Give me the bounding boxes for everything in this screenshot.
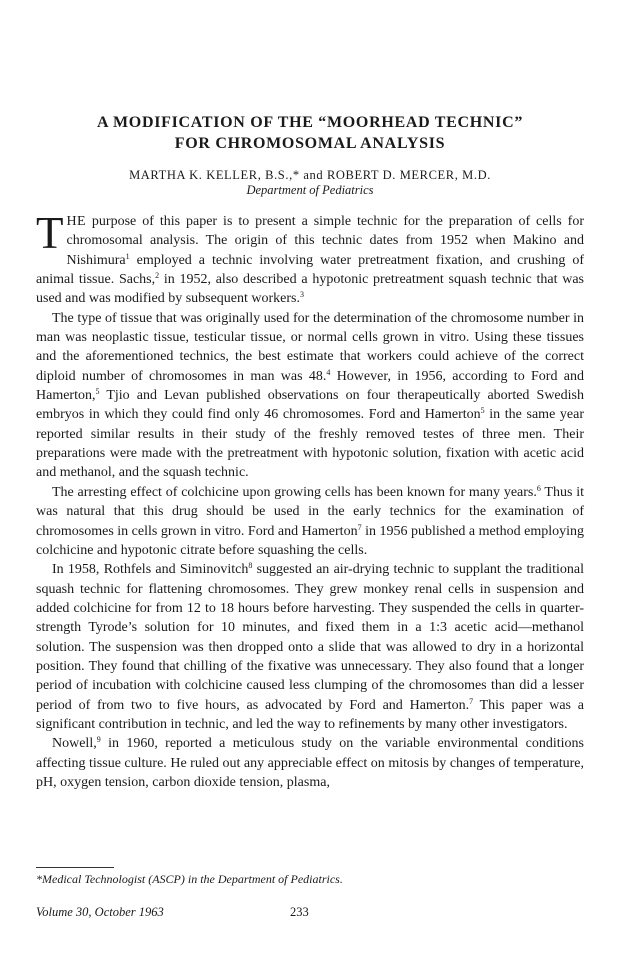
paragraph-1-text-b: employed a technic involving water pretreatment fixation, and crushing of animal tissue. Sachs, [36, 252, 584, 288]
lead-in: HE [66, 214, 86, 229]
paragraph-1 [36, 208, 585, 309]
paragraph-2-text-c: Tjio and Levan published observations on four therapeutically aborted Swedish embryos in which they could find only 46 chromosomes. Ford and Hamerton [36, 388, 584, 423]
paragraph-2 [36, 309, 584, 483]
title-line-2: FOR CHROMOSOMAL ANALYSIS [174, 135, 446, 152]
reference-marker: 3 [300, 290, 305, 300]
reference-marker: 9 [96, 735, 101, 745]
footnote-rule [36, 867, 114, 868]
reference-marker: 5 [95, 387, 100, 397]
reference-marker: 6 [536, 483, 541, 493]
journal-issue: Volume 30, October 1963 [36, 905, 164, 919]
paragraph-5-text-a: Nowell, [52, 736, 97, 752]
reference-marker: 8 [248, 561, 253, 571]
paragraph-4-text-c: This paper was a significant contribution in technic, and led the way to refinements by many other investigators. [36, 697, 584, 732]
reference-marker: 4 [326, 367, 331, 377]
paragraph-3-text-a: The arresting effect of colchicine upon growing cells has been known for many years. [52, 484, 537, 500]
reference-marker: 1 [125, 251, 130, 261]
article-title [0, 112, 620, 154]
department-line: Department of Pediatrics [246, 183, 374, 197]
drop-cap: T [36, 208, 64, 258]
reference-marker: 2 [155, 271, 160, 281]
paragraph-2-text-a: The type of tissue that was originally used for the determination of the chromosome number in man was neoplastic tissue, testicular tissue, or normal cells grown in vitro. Using these tissues and the aforementioned technics, the best estimate that workers could achieve of the correct diploid number of chromosomes in man was 48. [36, 310, 584, 384]
paragraph-3-text-b: Thus it was natural that this drug should be used in the early technics for the examination of chromosomes in cells grown in vitro. Ford and Hamerton [36, 484, 584, 539]
paragraph-3-text-c: in 1956 published a method employing colchicine and hypotonic citrate before squashing the cells. [36, 523, 585, 558]
paragraph-4 [36, 560, 584, 734]
paragraph-4-text-b: suggested an air-drying technic to supplant the traditional squash technic for flattening chromosomes. They grew monkey renal cells in suspension and added colchicine for from 12 to 18 hours before harvesting. They suspended the cells in quarter-strength Tyrode’s solution for 10 minutes, and fixed them in a 1:3 acetic acid—methanol solution. The suspension was then dropped onto a slide that was allowed to dry in a horizontal position. They found that chilling of the fixative was unnecessary. They also found that a longer period of incubation with colchicine caused less clumping of the chromosomes than did a lesser period of from two to five hours, as advocated by Ford and Hamerton. [36, 562, 584, 713]
paragraph-5-text-b: in 1960, reported a meticulous study on the variable environmental conditions affecting tissue culture. He ruled out any appreciable effect on mitosis by changes of temperature, pH, oxygen tension, carbon dioxide tension, plasma, [36, 736, 584, 790]
reference-marker: 5 [480, 406, 485, 416]
title-line-1: A MODIFICATION OF THE “MOORHEAD TECHNIC” [96, 114, 524, 131]
page-number: 233 [290, 905, 309, 919]
footnote: *Medical Technologist (ASCP) in the Department of Pediatrics. [36, 872, 343, 886]
paragraph-1-text-a: purpose of this paper is to present a simple technic for the preparation of cells for chromosomal analysis. The origin of this technic dates from 1952 when Makino and Nishimura [66, 214, 584, 268]
paragraph-4-text-a: In 1958, Rothfels and Siminovitch [52, 562, 249, 578]
article-body [36, 208, 585, 792]
paragraph-3 [36, 483, 584, 560]
reference-marker: 7 [469, 696, 474, 706]
reference-marker: 7 [357, 522, 362, 532]
author-line: MARTHA K. KELLER, B.S.,* and ROBERT D. MERCER, M.D. [129, 168, 491, 182]
paragraph-5 [36, 734, 584, 792]
paragraph-2-text-d: in the same year reported similar results in their study of the freshly removed testes of three men. Their preparations were made with the pretreatment with hypotonic solution, fixation with acetic acid and methanol, and the squash technic. [36, 407, 584, 481]
paragraph-1-text-c: in 1952, also described a hypotonic pretreatment squash technic that was used and was modified by subsequent workers. [36, 272, 585, 307]
paragraph-2-text-b: However, in 1956, according to Ford and Hamerton, [36, 368, 584, 404]
